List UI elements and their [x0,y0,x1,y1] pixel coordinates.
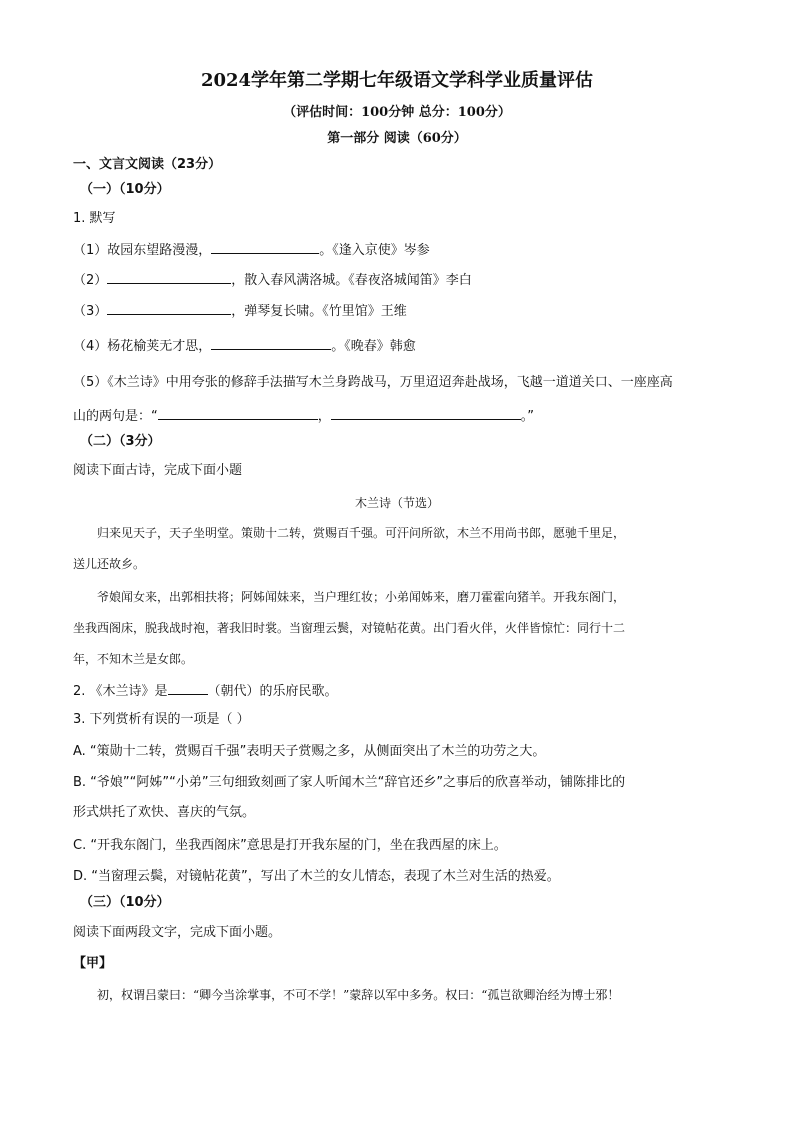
poem-line: 送儿还故乡。 [73,557,146,571]
answer-blank-5b[interactable] [331,406,521,420]
dictation-item-2-prefix: （2） [73,273,108,288]
dictation-item-3 [73,301,407,321]
question-2-prefix: 2. 《木兰诗》是 [73,684,168,699]
question-2-suffix: （朝代）的乐府民歌。 [207,684,338,699]
poem-line: 年，不知木兰是女郎。 [73,652,194,666]
answer-blank-2[interactable] [107,270,231,284]
dictation-item-4-suffix: 。《晚春》韩愈 [331,339,416,354]
passage-jia-line: 初，权谓吕蒙曰：“卿今当涂掌事，不可不学！”蒙辞以军中多务。权曰：“孤岂欲卿治经为博士邪！ [97,988,620,1002]
dictation-item-3-suffix: ，弹琴复长啸。《竹里馆》王维 [231,304,407,319]
poem-title: 木兰诗（节选） [354,496,439,510]
part-heading: 第一部分 阅读（60分） [327,131,467,146]
exam-meta: （评估时间：100分钟 总分：100分） [283,105,511,120]
dictation-item-1-prefix: （1）故园东望路漫漫， [73,243,212,258]
dictation-item-2-suffix: ，散入春风满洛城。《春夜洛城闻笛》李白 [231,273,472,288]
dictation-item-2 [73,270,472,290]
dictation-item-1 [73,240,430,260]
instruction-2: 阅读下面古诗，完成下面小题 [73,463,243,478]
instruction-3: 阅读下面两段文字，完成下面小题。 [73,925,282,940]
option-b-continued: 形式烘托了欢快、喜庆的气氛。 [73,805,256,820]
poem-line: 爷娘闻女来，出郭相扶将；阿姊闻妹来，当户理红妆；小弟闻姊来，磨刀霍霍向猪羊。开我东阁门， [97,590,626,604]
option-a: A. “策勋十二转，赏赐百千强”表明天子赏赐之多，从侧面突出了木兰的功劳之大。 [73,744,546,759]
answer-blank-3[interactable] [107,301,231,315]
dictation-item-5-suffix: 。” [520,409,535,424]
dictation-item-5-line-2 [73,406,534,426]
answer-blank-1[interactable] [211,240,319,254]
dictation-item-5-comma: ， [317,409,331,424]
dictation-item-4 [73,336,416,356]
option-d: D. “当窗理云鬓，对镜帖花黄”，写出了木兰的女儿情态，表现了木兰对生活的热爱。 [73,869,560,884]
answer-blank-dynasty[interactable] [168,681,208,695]
answer-blank-5a[interactable] [158,406,318,420]
option-b: B. “爷娘”“阿姊”“小弟”三句细致刻画了家人听闻木兰“辞官还乡”之事后的欣喜举动，铺陈排比的 [73,775,626,790]
subsection-1-heading: （一）（10分） [80,182,170,197]
exam-title: 2024学年第二学期七年级语文学科学业质量评估 [200,70,594,91]
poem-line: 归来见天子，天子坐明堂。策勋十二转，赏赐百千强。可汗问所欲，木兰不用尚书郎，愿驰千里足， [97,526,626,540]
section-heading: 一、文言文阅读（23分） [73,157,222,172]
passage-jia-label: 【甲】 [73,956,113,971]
dictation-item-4-prefix: （4）杨花榆荚无才思， [73,339,212,354]
subsection-2-heading: （二）（3分） [80,434,161,449]
dictation-item-5-prefix: 山的两句是：“ [73,409,158,424]
option-c: C. “开我东阁门，坐我西阁床”意思是打开我东屋的门，坐在我西屋的床上。 [73,838,507,853]
dictation-item-3-prefix: （3） [73,304,108,319]
poem-line: 坐我西阁床，脱我战时袍，著我旧时裳。当窗理云鬓，对镜帖花黄。出门看火伴，火伴皆惊忙：同行十二 [73,621,626,635]
question-2 [73,681,338,701]
dictation-item-5-line-1: （5）《木兰诗》中用夸张的修辞手法描写木兰身跨战马，万里迢迢奔赴战场，飞越一道道关口、一座座高 [73,375,673,390]
question-3-stem: 3. 下列赏析有误的一项是（ ） [73,712,250,727]
question-1-label: 1. 默写 [73,211,116,226]
subsection-3-heading: （三）（10分） [80,895,170,910]
answer-blank-4[interactable] [211,336,331,350]
dictation-item-1-suffix: 。《逢入京使》岑参 [319,243,430,258]
